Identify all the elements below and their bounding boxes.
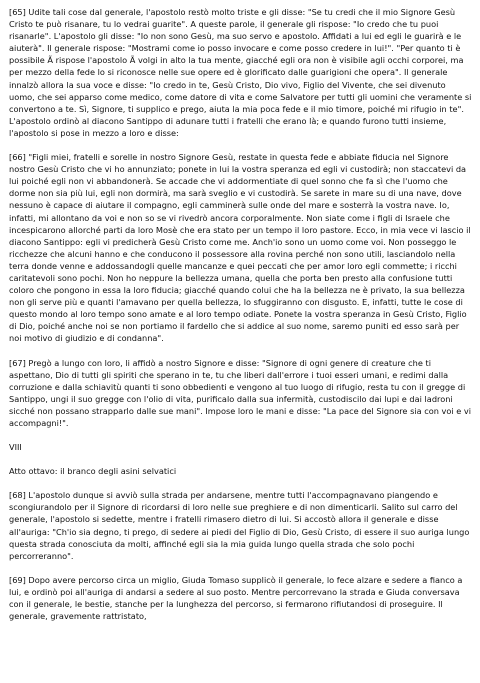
paragraph-67: [67] Pregò a lungo con loro, li affidò a nostro Signore e disse: "Signore di ogni genere di creature che ti aspettano, Dio di tutti gli spiriti che sperano in te, tu che liberi dall'errore i tuoi esseri umani, e redimi dalla corruzione e dalla schiavitù quanti ti sono obbedienti e vengono al tuo luogo di rifugio, resta tu con il gregge di Santippo, ungi il suo gregge con l'olio di vita, purificalo dalla sua infermità, custodiscilo dai lupi e dai ladroni sicché non possano strapparlo dalle sue mani". Impose loro le mani e disse: "La pace del Signore sia con voi e vi accompagni!". <box>9 357 472 428</box>
section-number: VIII <box>9 442 22 453</box>
paragraph-68: [68] L'apostolo dunque si avviò sulla strada per andarsene, mentre tutti l'accompagnavano piangendo e scongiurandolo per il Signore di ricordarsi di loro nelle sue preghiere e di non dimenticarli. Salito sul carro del generale, l'apostolo si sedette, mentre i fratelli rimasero dietro di lui. Si accostò allora il generale e disse all'auriga: "Ch'io sia degno, ti prego, di sedere ai piedi del Figlio di Dio, Gesù Cristo, di essere il suo auriga lungo questa strada conosciuta da molti, affinché egli sia la mia guida lungo quella strada che solo pochi percorreranno". <box>9 490 470 561</box>
section-title: Atto ottavo: il branco degli asini selvatici <box>9 466 177 477</box>
paragraph-66: [66] "Figli miei, fratelli e sorelle in nostro Signore Gesù, restate in questa fede e abbiate fiducia nel Signore nostro Gesù Cristo che vi ho annunziato; ponete in lui la vostra speranza ed egli vi custodirà; non staccatevi da lui poiché egli non vi abbandonerà. Se accade che vi addormentiate di quel sonno che fa sì che l'uomo che dorme non sia più lui, egli non dormirà, ma sarà sveglio e vi custodirà. Se sarete in mare su di una nave, dove nessuno è capace di aiutare il compagno, egli camminerà sulle onde del mare e sosterrà la vostra nave. Io, infatti, mi allontano da voi e non so se vi rivedrò ancora corporalmente. Non siate come i figli di Israele che incespicarono allorché parti da loro Mosè che era stato per un tempo il loro pastore. Ecco, in mia vece vi lascio il diacono Santippo: egli vi predicherà Gesù Cristo come me. Anch'io sono un uomo come voi. Non posseggo le ricchezze che alcuni hanno e che conducono il possessore alla rovina perché non sono utili, lasciandolo nella terra donde venne e addossandogli quelle mancanze e quei peccati che per amor loro egli commette; i ricchi caritatevoli sono pochi. Non ho neppure la bellezza umana, quella che porta ben presto alla confusione tutti coloro che pongono in essa la loro fiducia; giacché quando colui che ha la bellezza ne è privato, la sua bellezza non gli serve più e quanti l'amavano per quella bellezza, lo sfuggiranno con disgusto. E, infatti, tutte le cose di questo mondo al loro tempo sono amate e al loro tempo odiate. Ponete la vostra speranza in Gesù Cristo, Figlio di Dio, poiché anche noi se non portiamo il fardello che si addice al suo nome, saremo puniti ed esso sarà per noi motivo di giudizio e di condanna". <box>9 152 471 344</box>
paragraph-65: [65] Udite tali cose dal generale, l'apostolo restò molto triste e gli disse: "Se tu credi che il mio Signore Gesù Cristo te può risanare, tu lo vedrai guarite". A queste parole, il generale gli rispose: "Io credo che tu puoi risanarle". L'apostolo gli disse: "Io non sono Gesù, ma suo servo e apostolo. Affidati a lui ed egli le guarirà e le aiuterà". Il generale rispose: "Mostrami come io posso invocare e come posso credere in lui!". "Per quanto ti è possibile Ã rispose l'apostolo Ã volgi in alto la tua mente, giacché egli ora non è visibile agli occhi corporei, ma per mezzo della fede lo si riconosce nelle sue opere ed è glorificato dalle guarigioni che opera". Il generale innalzò allora la sua voce e disse: "Io credo in te, Gesù Cristo, Dio vivo, Figlio del Vivente, che sei divenuto uomo, che sei apparso come medico, come datore di vita e come Salvatore per tutti gli uomini che veramente si convertono a te. Sì, Signore, ti supplico e prego, aiuta la mia poca fede e il mio timore, poiché mi rifugio in te". L'apostolo ordinò al diacono Santippo di adunare tutti i fratelli che erano là; e quando furono tutti insieme, l'apostolo si pose in mezzo a loro e disse: <box>9 7 472 138</box>
paragraph-69: [69] Dopo avere percorso circa un miglio, Giuda Tomaso supplicò il generale, lo fece alzare e sedere a fianco a lui, e ordinò poi all'auriga di andarsi a sedere al suo posto. Mentre percorrevano la strada e Giuda conversava con il generale, le bestie, stanche per la lunghezza del percorso, si fermarono rifiutandosi di proseguire. Il generale, gravemente rattristato, <box>9 574 463 622</box>
